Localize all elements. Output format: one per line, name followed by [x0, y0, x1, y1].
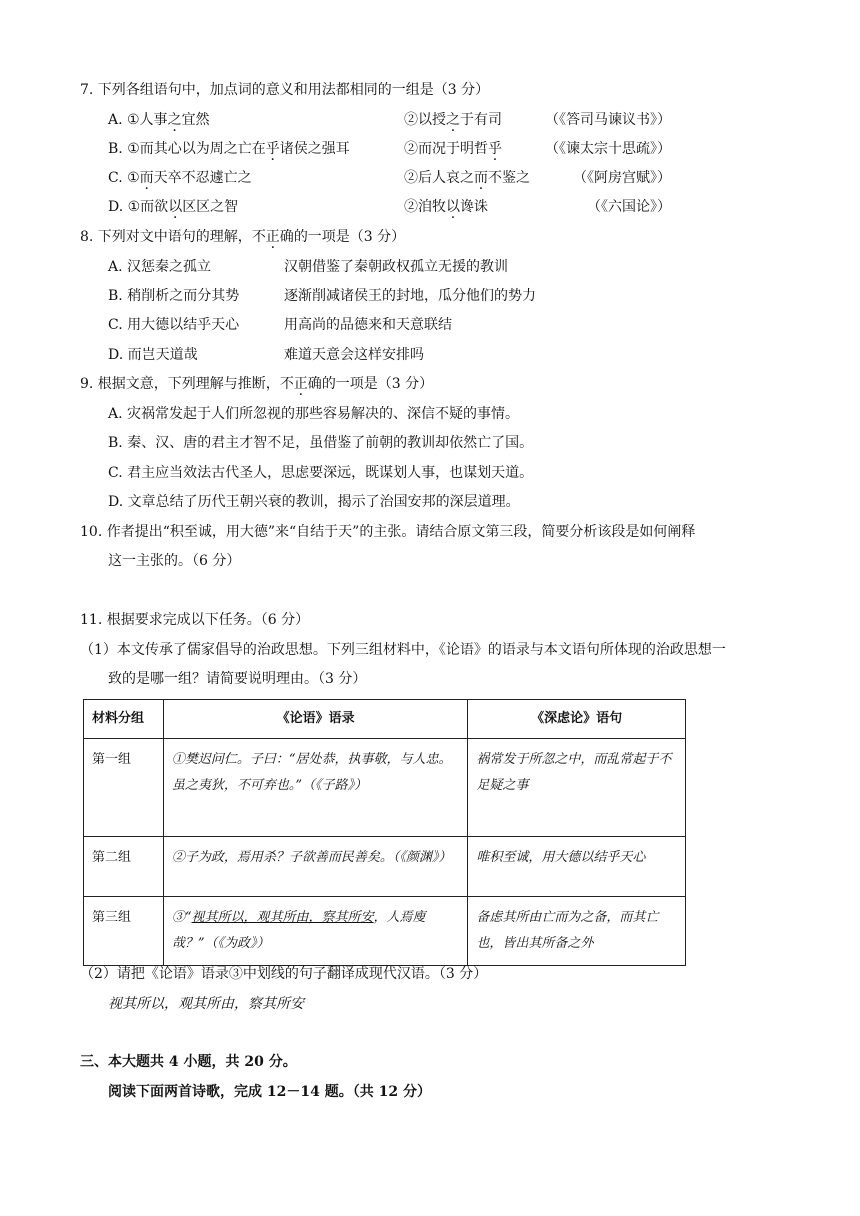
q7-stem: 7. 下列各组语句中，加点词的意义和用法都相同的一组是（3 分）	[80, 82, 490, 98]
q8-stem: 8. 下列对文中语句的理解，不正确的一项是（3 分）	[80, 229, 406, 245]
row-group: 第三组	[84, 897, 164, 966]
table-header-row	[84, 700, 686, 739]
table-row	[84, 739, 686, 837]
header-lunyu: 《论语》语录	[163, 700, 468, 739]
table-row	[84, 837, 686, 897]
q9-option-b: B. 秦、汉、唐的君主才智不足，虽借鉴了前朝的教训却依然亡了国。	[108, 435, 534, 451]
q11-sub1-line-1: （1）本文传承了儒家倡导的治政思想。下列三组材料中，《论语》的语录与本文语句所体现的治政思想一	[80, 642, 726, 658]
row-shenlv: 备虑其所由亡而为之备，而其亡也，皆出其所备之外	[468, 897, 686, 966]
q7-option-a-source: （《答司马谏议书》）	[545, 112, 671, 128]
q7-option-d-source: （《六国论》）	[587, 199, 671, 215]
q9-option-a: A. 灾祸常发起于人们所忽视的那些容易解决的、深信不疑的事情。	[108, 406, 520, 422]
q8-option-a-meaning: 汉朝借鉴了秦朝政权孤立无援的教训	[284, 259, 508, 275]
row-shenlv: 祸常发于所忽之中，而乱常起于不足疑之事	[468, 739, 686, 837]
row-group: 第一组	[84, 739, 164, 837]
q8-option-b: B. 稍削析之而分其势	[108, 288, 240, 304]
row-shenlv: 唯积至诚，用大德以结乎天心	[468, 837, 686, 897]
header-shenlv: 《深虑论》语句	[468, 700, 686, 739]
q7-option-c-source: （《阿房宫赋》）	[573, 170, 671, 186]
q11-stem: 11. 根据要求完成以下任务。（6 分）	[80, 612, 310, 628]
q8-option-d-meaning: 难道天意会这样安排吗	[284, 347, 424, 363]
row-lunyu: ①樊迟问仁。子曰：“居处恭，执事敬，与人忠。虽之夷狄，不可弃也。”（《子路》）	[163, 739, 468, 837]
q10-line-1: 10. 作者提出“积至诚，用大德”来“自结于天”的主张。请结合原文第三段，简要分析该段是如何阐释	[80, 524, 696, 540]
q7-option-c-left: C. ①而天卒不忍遽亡之	[108, 170, 252, 186]
q9-stem: 9. 根据文意，下列理解与推断，不正确的一项是（3 分）	[80, 376, 434, 392]
q8-option-c-meaning: 用高尚的品德来和天意联结	[284, 317, 452, 333]
q8-option-d: D. 而岂天道哉	[108, 347, 198, 363]
q8-option-b-meaning: 逐渐削减诸侯王的封地，瓜分他们的势力	[284, 288, 536, 304]
materials-table	[83, 699, 686, 966]
header-group: 材料分组	[84, 700, 164, 739]
q9-option-d: D. 文章总结了历代王朝兴衰的教训，揭示了治国安邦的深层道理。	[108, 494, 520, 510]
q7-option-a-right: ②以授之于有司	[404, 112, 502, 128]
section-3-heading: 三、本大题共 4 小题，共 20 分。	[80, 1054, 297, 1070]
table-row	[84, 897, 686, 966]
q11-sub1-line-2: 致的是哪一组？请简要说明理由。（3 分）	[108, 671, 367, 687]
q8-option-a: A. 汉惩秦之孤立	[108, 259, 212, 275]
q10-line-2: 这一主张的。（6 分）	[108, 553, 241, 569]
q7-option-b-source: （《谏太宗十思疏》）	[545, 141, 671, 157]
q8-option-c: C. 用大德以结乎天心	[108, 317, 240, 333]
q7-option-c-right: ②后人哀之而不鉴之	[404, 170, 530, 186]
q11-sub2-quote: 视其所以，观其所由，察其所安	[108, 996, 304, 1012]
underlined-sentence: 视其所以，观其所由，察其所安	[191, 910, 374, 925]
q9-option-c: C. 君主应当效法古代圣人，思虑要深远，既谋划人事，也谋划天道。	[108, 465, 534, 481]
row-lunyu: ②子为政，焉用杀？子欲善而民善矣。（《颜渊》）	[163, 837, 468, 897]
q7-option-b-right: ②而况于明哲乎	[404, 141, 502, 157]
q7-option-d-right: ②洎牧以谗诛	[404, 199, 488, 215]
section-3-intro: 阅读下面两首诗歌，完成 12－14 题。（共 12 分）	[108, 1084, 431, 1100]
q7-option-b-left: B. ①而其心以为周之亡在乎诸侯之强耳	[108, 141, 350, 157]
row-group: 第二组	[84, 837, 164, 897]
q7-option-d-left: D. ①而欲以区区之智	[108, 199, 239, 215]
q7-option-a-left: A. ①人事之宜然	[108, 112, 210, 128]
row-lunyu: ③“视其所以，观其所由，察其所安，人焉廋哉？”（《为政》）	[163, 897, 468, 966]
q11-sub2: （2）请把《论语》语录③中划线的句子翻译成现代汉语。（3 分）	[80, 966, 488, 982]
